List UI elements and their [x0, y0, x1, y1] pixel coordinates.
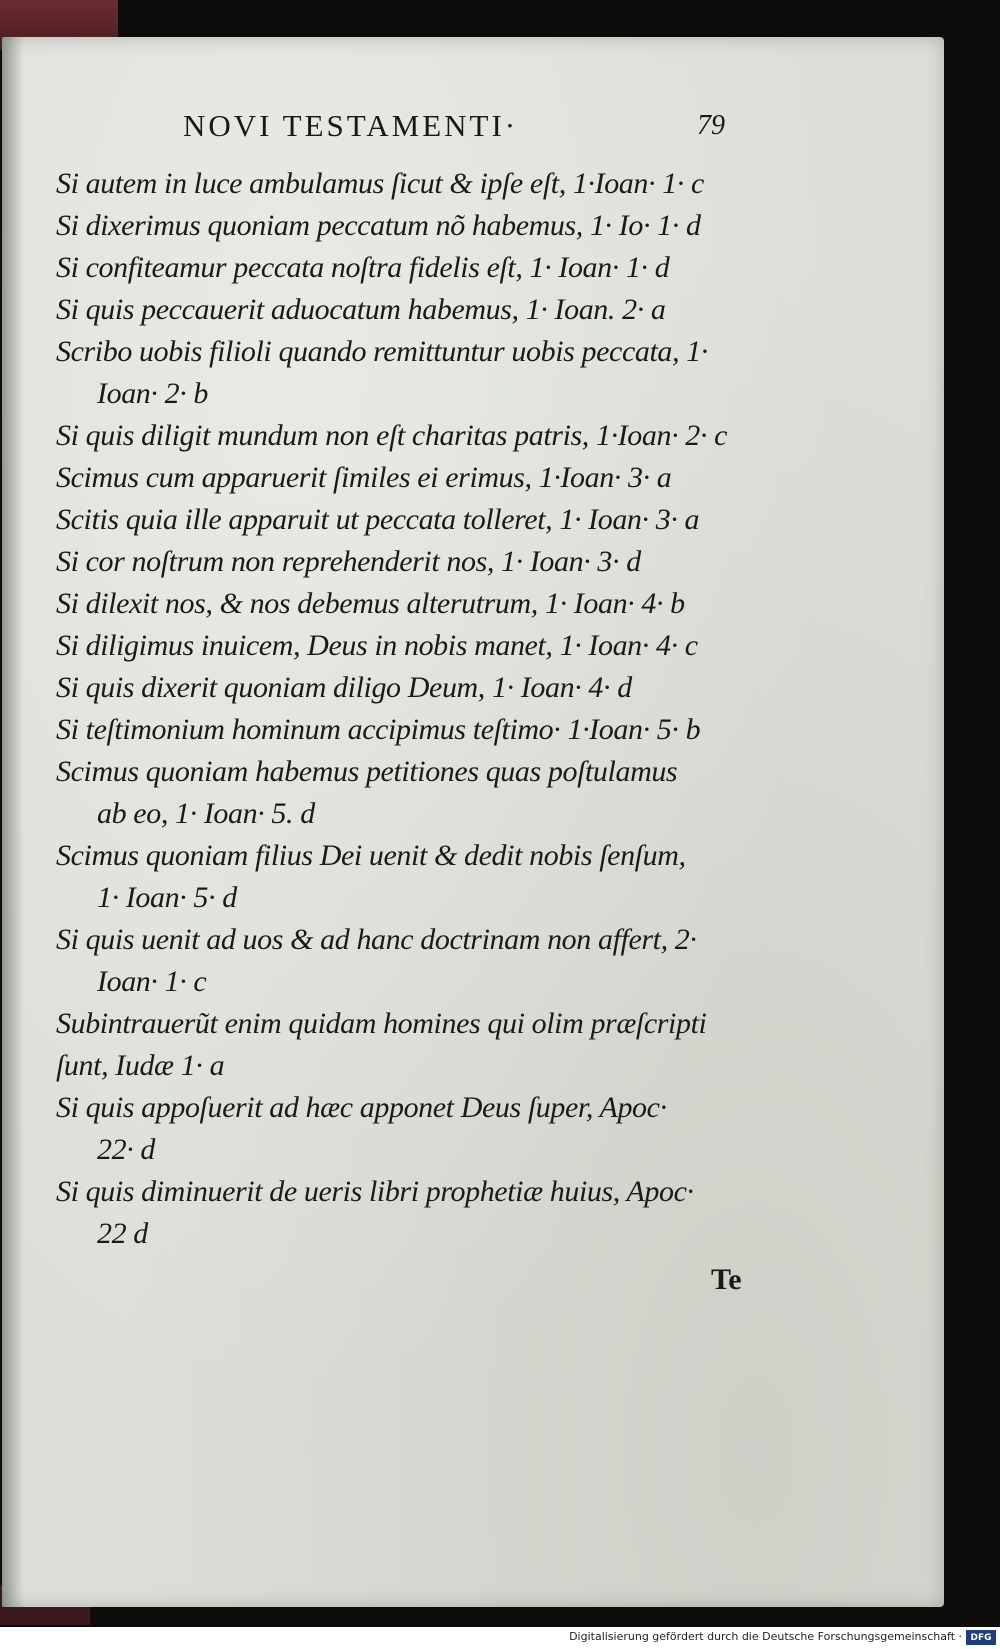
entry-line: Scribo uobis filioli quando remittuntur uobis peccata, 1·	[56, 335, 708, 368]
entry-line: Si quis appoſuerit ad hæc apponet Deus ſuper, Apoc·	[56, 1091, 667, 1124]
entry-line: Si quis diligit mundum non eſt charitas patris, 1·Ioan· 2· c	[56, 419, 727, 452]
entry-line-continuation: 22· d	[97, 1133, 156, 1166]
footer-bar	[0, 1627, 1000, 1649]
entry-line: Si quis diminuerit de ueris libri prophetiæ huius, Apoc·	[56, 1175, 694, 1208]
page-header	[0, 108, 1000, 148]
funding-credit: Digitalisierung gefördert durch die Deutsche Forschungsgemeinschaft ·	[569, 1630, 962, 1643]
entry-line: Si diligimus inuicem, Deus in nobis manet, 1· Ioan· 4· c	[56, 629, 698, 662]
entry-line: Scimus quoniam filius Dei uenit & dedit nobis ſenſum,	[56, 839, 686, 872]
entry-line: Si dilexit nos, & nos debemus alterutrum, 1· Ioan· 4· b	[56, 587, 685, 620]
entry-line: Si quis peccauerit aduocatum habemus, 1· Ioan. 2· a	[56, 293, 666, 326]
entry-line: Si teſtimonium hominum accipimus teſtimo· 1·Ioan· 5· b	[56, 713, 701, 746]
entry-line: Scitis quia ille apparuit ut peccata tolleret, 1· Ioan· 3· a	[56, 503, 700, 536]
entry-line: Si dixerimus quoniam peccatum nõ habemus, 1· Io· 1· d	[56, 209, 701, 242]
catchword: Te	[711, 1263, 742, 1296]
folio-number: 79	[697, 110, 725, 141]
entry-line-continuation: Ioan· 2· b	[97, 377, 208, 410]
entry-line-continuation: 1· Ioan· 5· d	[97, 881, 237, 914]
entry-line: Subintrauerũt enim quidam homines qui olim præſcripti	[56, 1007, 707, 1040]
entry-line: Scimus quoniam habemus petitiones quas poſtulamus	[56, 755, 678, 788]
entry-line: Si autem in luce ambulamus ſicut & ipſe eſt, 1·Ioan· 1· c	[56, 167, 704, 200]
entry-line-continuation: Ioan· 1· c	[97, 965, 207, 998]
entry-line: Si quis uenit ad uos & ad hanc doctrinam non affert, 2·	[56, 923, 697, 956]
entry-line: ſunt, Iudæ 1· a	[56, 1049, 225, 1082]
running-title: NOVI TESTAMENTI·	[183, 108, 519, 143]
entry-line: Si confiteamur peccata noſtra fidelis eſt, 1· Ioan· 1· d	[56, 251, 670, 284]
entry-line: Si quis dixerit quoniam diligo Deum, 1· Ioan· 4· d	[56, 671, 632, 704]
page-gutter-shadow	[2, 37, 24, 1607]
entry-line-continuation: 22 d	[97, 1217, 148, 1250]
entry-line: Si cor noſtrum non reprehenderit nos, 1· Ioan· 3· d	[56, 545, 641, 578]
entry-line: Scimus cum apparuerit ſimiles ei erimus, 1·Ioan· 3· a	[56, 461, 672, 494]
entry-line-continuation: ab eo, 1· Ioan· 5. d	[97, 797, 315, 830]
dfg-logo-icon: DFG	[966, 1630, 996, 1645]
